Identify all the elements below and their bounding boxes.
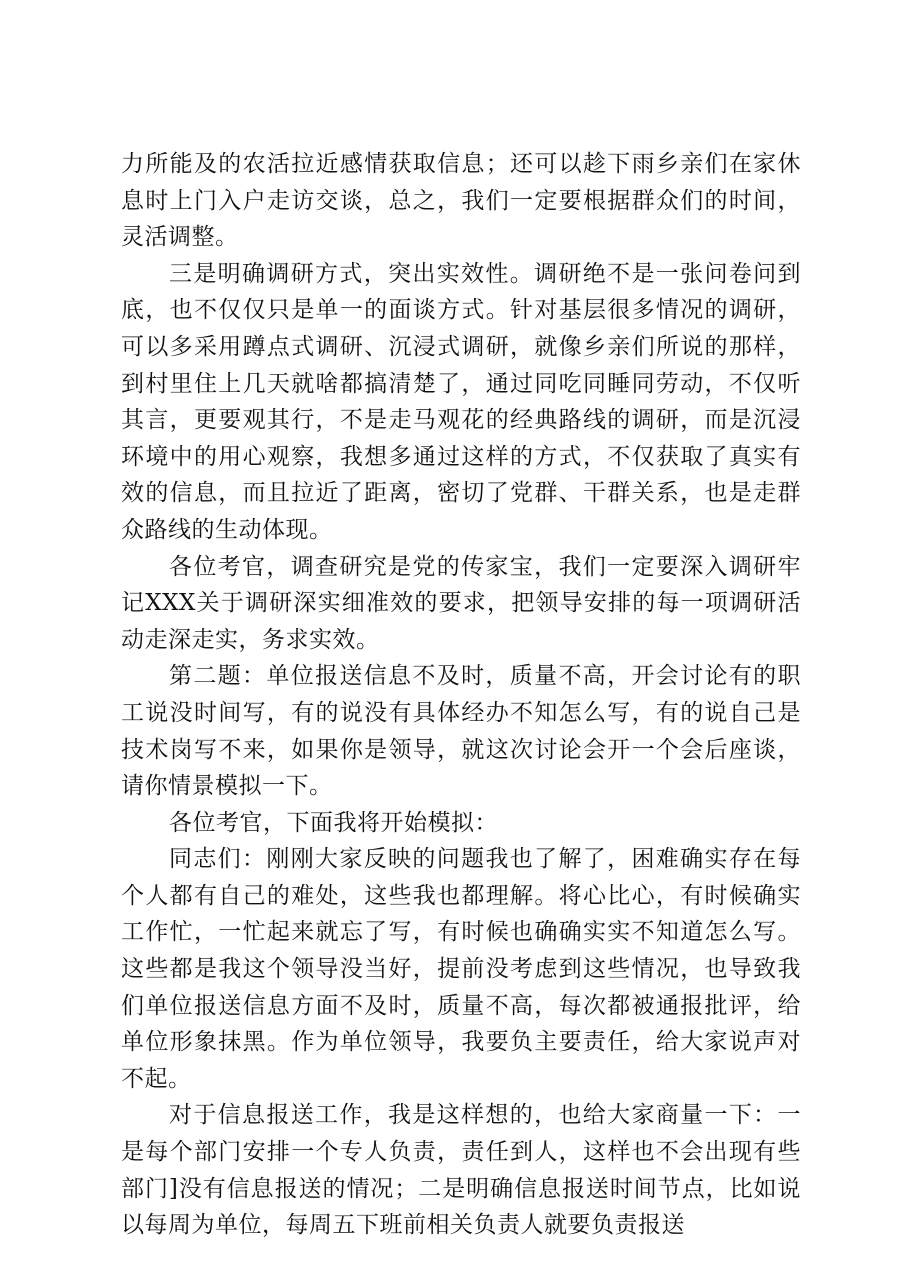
paragraph-7: 对于信息报送工作，我是这样想的，也给大家商量一下：一是每个部门安排一个专人负责，责任到人，这样也不会出现有些部门]没有信息报送的情况；二是明确信息报送时间节点，比如说以每周为单位，每周五下班前相关负责人就要负责报送	[121, 1102, 801, 1239]
paragraph-1: 力所能及的农活拉近感情获取信息；还可以趁下雨乡亲们在家休息时上门入户走访交谈，总之，我们一定要根据群众们的时间，灵活调整。	[121, 151, 801, 251]
paragraph-5: 各位考官，下面我将开始模拟：	[169, 809, 498, 836]
paragraph-4: 第二题：单位报送信息不及时，质量不高，开会讨论有的职工说没时间写，有的说没有具体经办不知怎么写，有的说自己是技术岗写不来，如果你是领导，就这次讨论会开一个会后座谈，请你情景模拟一下。	[121, 663, 801, 800]
paragraph-6: 同志们：刚刚大家反映的问题我也了解了，困难确实存在每个人都有自己的难处，这些我也都理解。将心比心，有时候确实工作忙，一忙起来就忘了写，有时候也确确实实不知道怎么写。这些都是我这个领导没当好，提前没考虑到这些情况，也导致我们单位报送信息方面不及时，质量不高，每次都被通报批评，给单位形象抹黑。作为单位领导，我要负主要责任，给大家说声对不起。	[121, 846, 801, 1092]
paragraph-2: 三是明确调研方式，突出实效性。调研绝不是一张问卷问到底，也不仅仅只是单一的面谈方式。针对基层很多情况的调研，可以多采用蹲点式调研、沉浸式调研，就像乡亲们所说的那样，到村里住上几天就啥都搞清楚了，通过同吃同睡同劳动，不仅听其言，更要观其行，不是走马观花的经典路线的调研，而是沉浸环境中的用心观察，我想多通过这样的方式，不仅获取了真实有效的信息，而且拉近了距离，密切了党群、干群关系，也是走群众路线的生动体现。	[121, 260, 801, 543]
document-body	[121, 146, 801, 1244]
paragraph-3: 各位考官，调查研究是党的传家宝，我们一定要深入调研牢记XXX关于调研深实细准效的要求，把领导安排的每一项调研活动走深走实，务求实效。	[121, 553, 801, 653]
